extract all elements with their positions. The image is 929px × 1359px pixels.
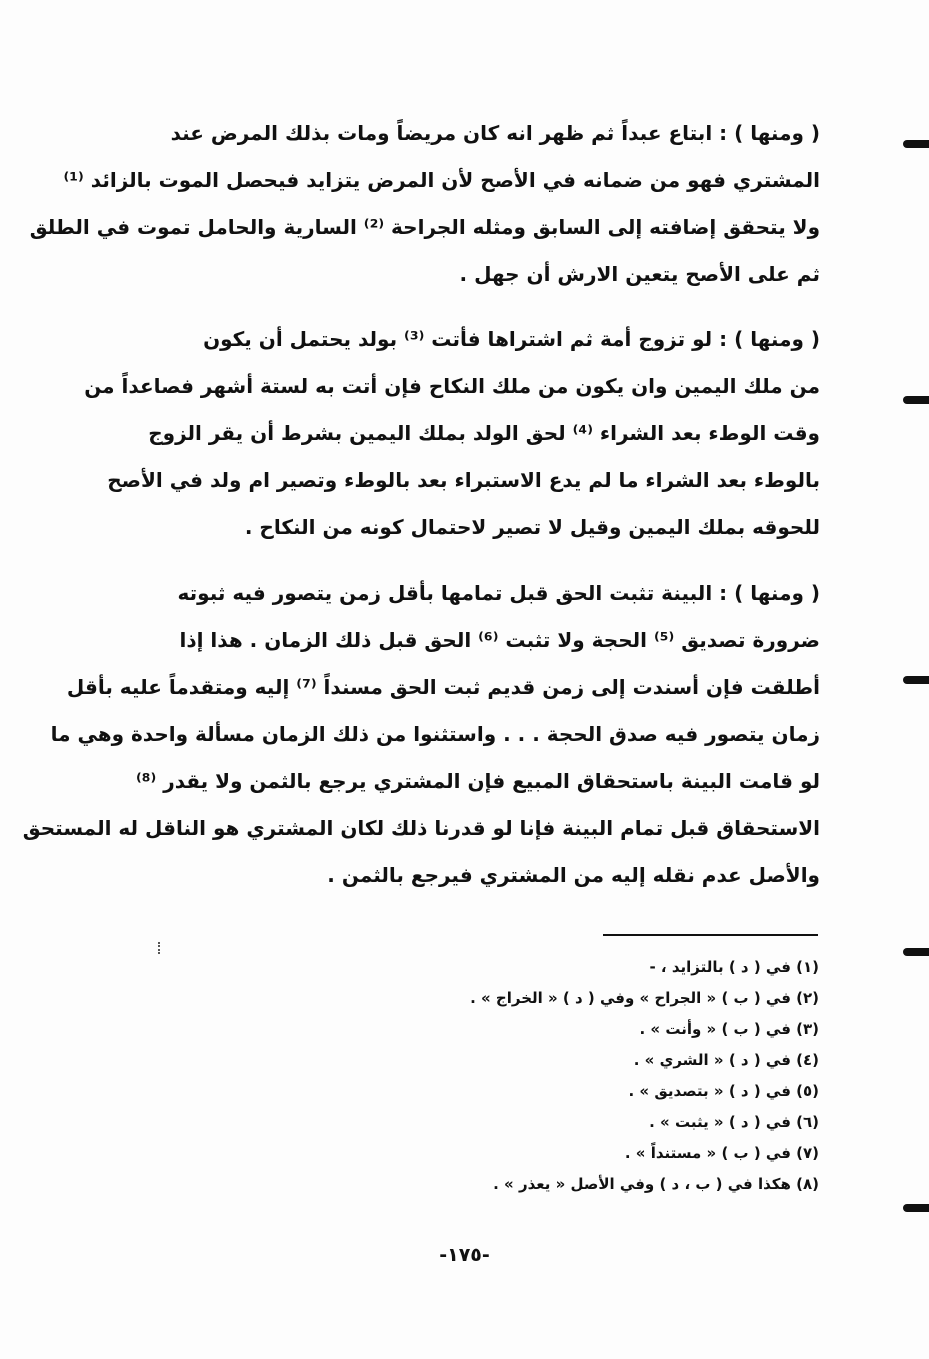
text-line: بالوطء بعد الشراء ما لم يدع الاستبراء بعد بالوطء وتصير ام ولد في الأصح [107,468,820,492]
binding-mark [903,676,929,684]
text-line: الاستحقاق قبل تمام البينة فإنا لو قدرنا ذلك لكان المشتري هو الناقل له المستحق [22,816,820,840]
text-line: ولا يتحقق إضافته إلى السابق ومثله الجراحة ⁽²⁾ السارية والحامل تموت في الطلق [29,215,820,239]
binding-mark [903,1204,929,1212]
text-line: ( ومنها ) : ابتاع عبداً ثم ظهر انه كان مريضاً ومات بذلك المرض عند [170,121,820,145]
binding-mark [903,396,929,404]
text-line: ( ومنها ) : لو تزوج أمة ثم اشتراها فأتت ⁽³⁾ بولد يحتمل أن يكون [203,327,820,351]
page-number: -١٧٥- [439,1244,490,1266]
text-line: والأصل عدم نقله إليه من المشتري فيرجع بالثمن . [327,863,820,887]
text-line: من ملك اليمين وان يكون من ملك النكاح فإن أتت به لستة أشهر فصاعداً من [84,374,820,398]
footnotes [399,952,819,1200]
paragraph-3 [22,570,820,899]
footnote: (١) في ( د ) بالتزايد ، - [649,958,819,976]
text-line: وقت الوطء بعد الشراء ⁽⁴⁾ لحق الولد بملك اليمين بشرط أن يقر الزوج [148,421,820,445]
text-line: لو قامت البينة باستحقاق المبيع فإن المشتري يرجع بالثمن ولا يقدر ⁽⁸⁾ [135,769,820,793]
scan-speck [158,942,163,954]
text-line: للحوقه بملك اليمين وقيل لا تصير لاحتمال كونه من النكاح . [244,515,820,539]
text-line: ضرورة تصديق ⁽⁵⁾ الحجة ولا تثبت ⁽⁶⁾ الحق قبل ذلك الزمان . هذا إذا [179,628,820,652]
footnote: (٥) في ( د ) « بتصديق » . [628,1082,819,1100]
footnote: (٢) في ( ب ) « الجراح » وفي ( د ) « الخراج » . [470,989,819,1007]
binding-mark [903,948,929,956]
footnote: (٣) في ( ب ) « وأنت » . [639,1020,819,1038]
paragraph-2 [84,316,820,551]
text-line: ثم على الأصح يتعين الارش أن جهل . [459,262,820,286]
binding-mark [903,140,929,148]
footnote: (٧) في ( ب ) « مستنداً » . [624,1144,819,1162]
footnote: (٦) في ( د ) « يثبت » . [649,1113,819,1131]
footnote: (٤) في ( د ) « الشري » . [633,1051,819,1069]
text-line: المشتري فهو من ضمانه في الأصح لأن المرض يتزايد فيحصل الموت بالزائد ⁽¹⁾ [63,168,820,192]
text-line: ( ومنها ) : البينة تثبت الحق قبل تمامها بأقل زمن يتصور فيه ثبوته [177,581,820,605]
footnote: (٨) هكذا في ( ب ، د ) وفي الأصل « يعذر » . [493,1175,819,1193]
footnote-separator [603,934,818,936]
paragraph-1 [29,110,820,298]
text-line: أطلقت فإن أسندت إلى زمن قديم ثبت الحق مسنداً ⁽⁷⁾ إليه ومتقدماً عليه بأقل [66,675,820,699]
text-line: زمان يتصور فيه صدق الحجة . . . واستثنوا من ذلك الزمان مسألة واحدة وهي ما [50,722,820,746]
